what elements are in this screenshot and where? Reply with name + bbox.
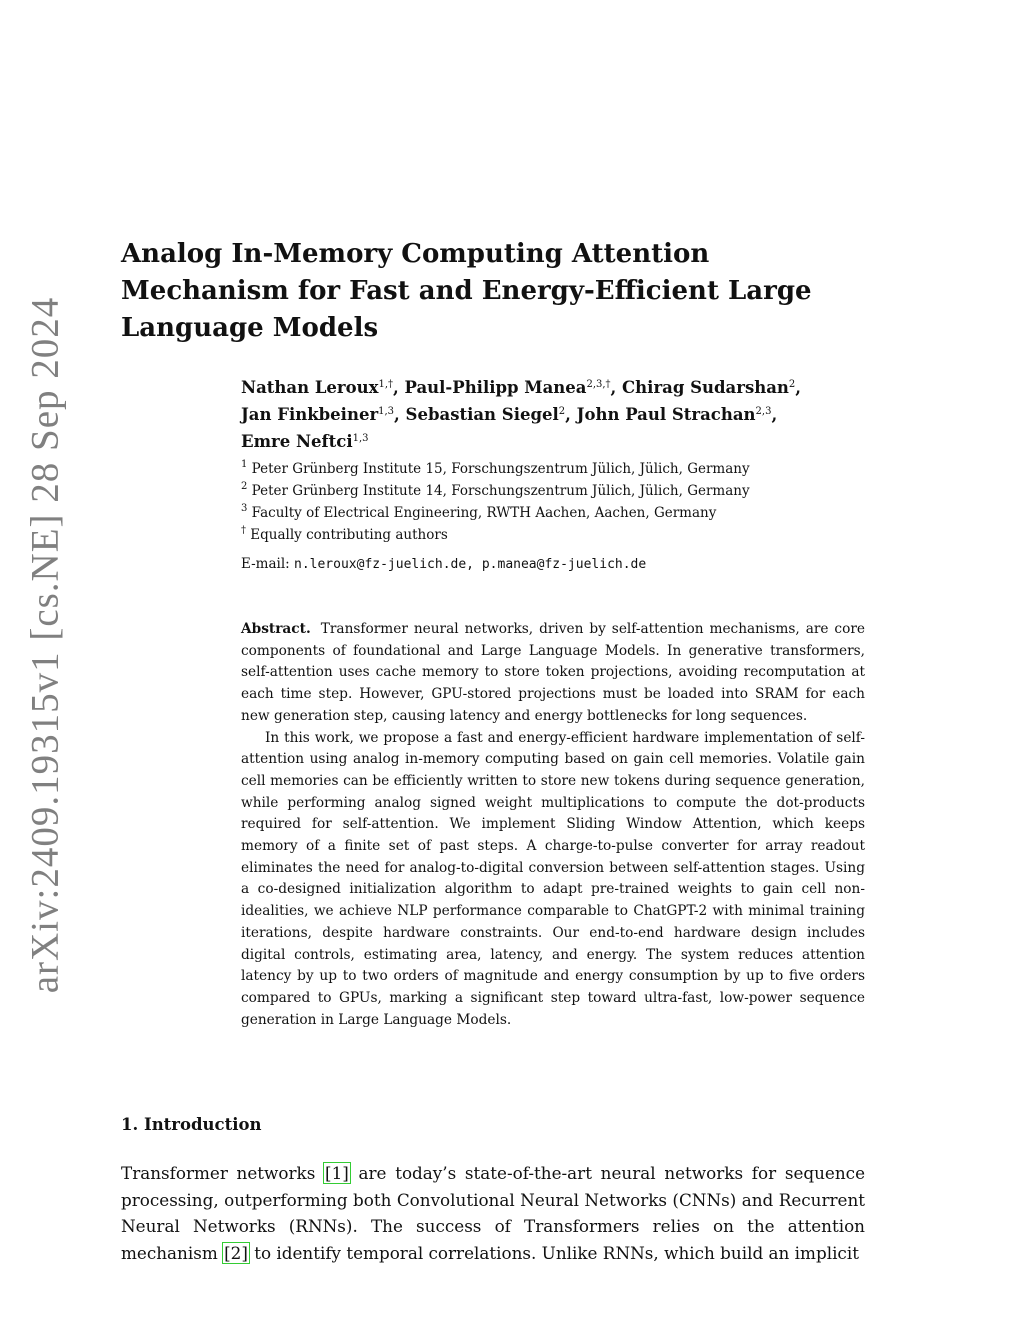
email-label: E-mail: xyxy=(241,556,290,572)
author-name: Jan Finkbeiner xyxy=(241,405,379,424)
affiliation-mark: † xyxy=(241,525,246,536)
affiliation-list xyxy=(241,458,881,546)
abstract-label: Abstract. xyxy=(241,621,311,637)
author-name: Paul-Philipp Manea xyxy=(404,378,587,397)
author-affiliation-mark: 1,† xyxy=(378,379,394,390)
affiliation-mark: 1 xyxy=(241,459,248,470)
introduction-paragraph xyxy=(121,1160,865,1266)
abstract-paragraph xyxy=(241,619,865,728)
body-text: to identify temporal correlations. Unlike RNNs, which build an implicit xyxy=(248,1242,859,1263)
section-heading-introduction: 1. Introduction xyxy=(121,1115,262,1134)
author-separator: , xyxy=(393,378,405,397)
citation-link[interactable]: [2] xyxy=(224,1242,248,1263)
author-separator: , xyxy=(565,405,577,424)
affiliation-text: Peter Grünberg Institute 15, Forschungszentrum Jülich, Jülich, Germany xyxy=(247,461,750,477)
author-affiliation-mark: 1,3 xyxy=(352,433,369,444)
affiliation-line xyxy=(241,458,881,480)
body-text: Transformer networks xyxy=(121,1163,325,1183)
arxiv-identifier: arXiv:2409.19315v1 [cs.NE] 28 Sep 2024 xyxy=(23,296,67,994)
affiliation-line xyxy=(241,480,881,502)
contact-email xyxy=(241,555,881,574)
abstract-paragraph: In this work, we propose a fast and energy-efficient hardware implementation of self-attention using analog in-memory computing based on gain cell memories. Volatile gain cell memories can be efficiently written to store new tokens during sequence generation, while performing analog signed weight multiplications to compute the dot-products required for self-attention. We implement Sliding Window Attention, which keeps memory of a finite set of past steps. A charge-to-pulse converter for array readout eliminates the need for analog-to-digital conversion between self-attention stages. Using a co-designed initialization algorithm to adapt pre-trained weights to gain cell non-idealities, we achieve NLP performance comparable to ChatGPT-2 with minimal training iterations, despite hardware constraints. Our end-to-end hardware design includes digital controls, estimating area, latency, and energy. The system reduces attention latency by up to two orders of magnitude and energy consumption by up to five orders compared to GPUs, marking a significant step toward ultra-fast, low-power sequence generation in Large Language Models. xyxy=(241,729,865,1028)
author-name: Emre Neftci xyxy=(241,432,353,451)
affiliation-text: Faculty of Electrical Engineering, RWTH Aachen, Aachen, Germany xyxy=(247,505,717,521)
author-name: John Paul Strachan xyxy=(576,405,756,424)
author-affiliation-mark: 2,3,† xyxy=(586,379,611,390)
email-addresses[interactable]: n.leroux@fz-juelich.de, p.manea@fz-juelich.de xyxy=(294,557,647,572)
author-list xyxy=(241,374,881,455)
author-separator: , xyxy=(771,405,778,424)
abstract-text: Transformer neural networks, driven by self-attention mechanisms, are core components of foundational and Large Language Models. In generative transformers, self-attention uses cache memory to store token projections, avoiding recomputation at each time step. However, GPU-stored projections must be loaded into SRAM for each new generation step, causing latency and energy bottlenecks for long sequences. xyxy=(241,621,865,724)
abstract xyxy=(241,619,865,1031)
author-affiliation-mark: 2 xyxy=(558,406,566,417)
affiliation-line xyxy=(241,524,881,546)
citation-link[interactable]: [1] xyxy=(325,1163,349,1183)
author-name: Chirag Sudarshan xyxy=(622,378,789,397)
affiliation-line xyxy=(241,502,881,524)
author-separator: , xyxy=(610,378,623,397)
paper-title: Analog In-Memory Computing Attention Mechanism for Fast and Energy-Efficient Large Language Models xyxy=(121,239,812,343)
author-affiliation-mark: 2,3 xyxy=(755,406,772,417)
author-name: Nathan Leroux xyxy=(241,378,379,397)
author-affiliation-mark: 2 xyxy=(788,379,796,390)
affiliation-mark: 3 xyxy=(241,503,248,514)
body-text: are today’s state-of-the-art neural networks for sequence processing, outperforming both Convolutional Neural Networks (CNNs) and Recurrent Neural Networks (RNNs). The success of Transformers relies on the attention mechanism xyxy=(121,1163,865,1263)
author-separator: , xyxy=(394,405,406,424)
author-separator: , xyxy=(795,378,802,397)
affiliation-mark: 2 xyxy=(241,481,248,492)
author-affiliation-mark: 1,3 xyxy=(378,406,395,417)
affiliation-text: Peter Grünberg Institute 14, Forschungszentrum Jülich, Jülich, Germany xyxy=(247,483,750,499)
affiliation-text: Equally contributing authors xyxy=(246,527,448,543)
author-name: Sebastian Siegel xyxy=(405,405,559,424)
